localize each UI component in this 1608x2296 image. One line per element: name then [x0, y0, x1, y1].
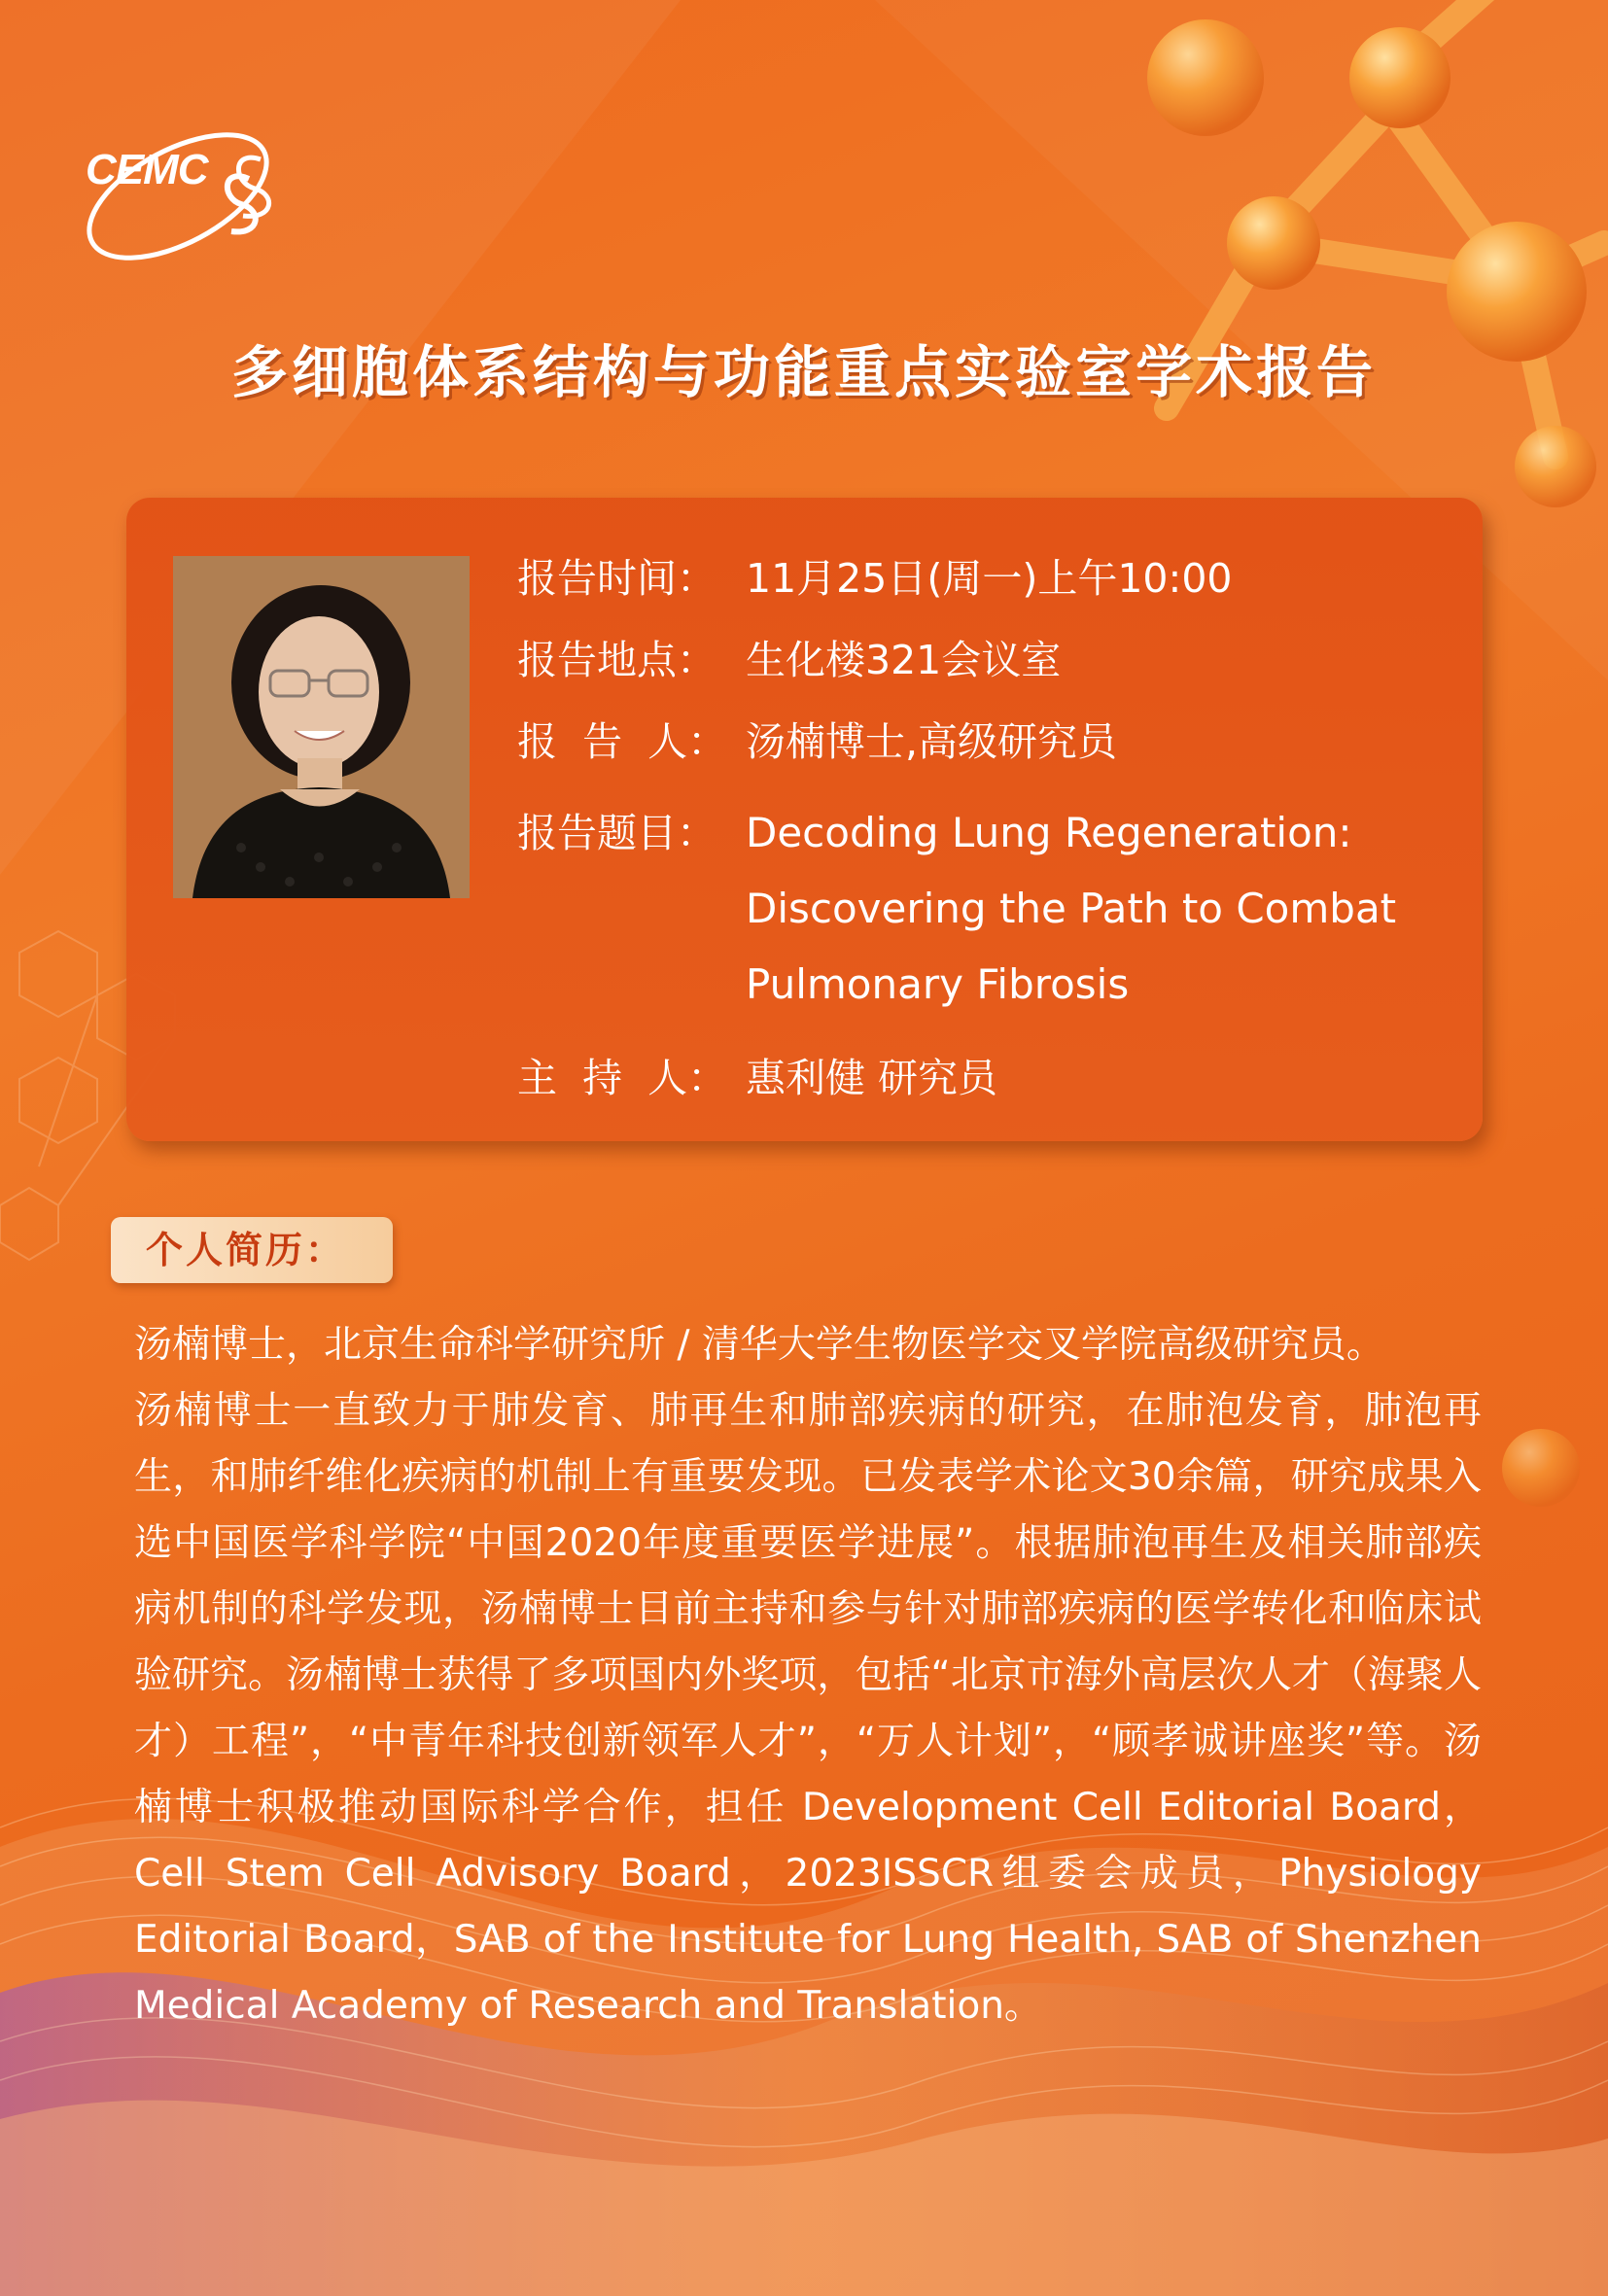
bio-heading: 个人简历：	[111, 1217, 393, 1283]
topic-line: Pulmonary Fibrosis	[746, 960, 1130, 1008]
info-row-topic	[517, 795, 1451, 1023]
topic-line: Decoding Lung Regeneration:	[746, 809, 1352, 856]
info-label: 报告题目：	[517, 810, 717, 856]
bio-paragraph: 汤楠博士一直致力于肺发育、肺再生和肺部疾病的研究，在肺泡发育，肺泡再生，和肺纤维化疾病的机制上有重要发现。已发表学术论文30余篇，研究成果入选中国医学科学院“中国2020年度重要医学进展”。根据肺泡再生及相关肺部疾病机制的科学发现，汤楠博士目前主持和参与针对肺部疾病的医学转化和临床试验研究。汤楠博士获得了多项国内外奖项，包括“北京市海外高层次人才（海聚人才）工程”，“中青年科技创新领军人才”，“万人计划”，“顾孝诚讲座奖”等。汤楠博士积极推动国际科学合作，担任 Development Cell Editorial Board，Cell Stem Cell Advisory Board，2023ISSCR组委会成员，Physiology Editorial Board，SAB of the Institute for Lung Health, SAB of Shenzhen Medical Academy of Research and Translation。	[134, 1389, 1482, 2028]
info-value: 惠利健 研究员	[746, 1055, 998, 1101]
logo-text: CEMC	[86, 146, 208, 193]
info-label: 主 持 人：	[517, 1055, 728, 1101]
info-row-host	[517, 1052, 1451, 1104]
cemc-logo	[76, 89, 290, 284]
info-card	[126, 498, 1483, 1141]
page-title: 多细胞体系结构与功能重点实验室学术报告	[230, 339, 1377, 405]
info-label: 报告地点：	[517, 637, 717, 683]
info-row-time	[517, 552, 1451, 605]
speaker-photo	[173, 556, 470, 898]
bio-text	[134, 1312, 1482, 2039]
info-row-location	[517, 634, 1451, 686]
info-value: 11月25日(周一)上午10:00	[746, 555, 1233, 602]
topic-line: Discovering the Path to Combat	[746, 885, 1397, 932]
info-label: 报告时间：	[517, 555, 717, 602]
speaker-portrait-icon	[173, 556, 470, 898]
info-row-speaker	[517, 715, 1451, 768]
info-label: 报 告 人：	[517, 718, 728, 765]
info-rows	[517, 552, 1451, 1133]
info-value	[746, 795, 1396, 1023]
info-value: 汤楠博士,高级研究员	[746, 718, 1118, 765]
info-value: 生化楼321会议室	[746, 637, 1062, 683]
bio-paragraph: 汤楠博士，北京生命科学研究所 / 清华大学生物医学交叉学院高级研究员。	[134, 1323, 1384, 1367]
